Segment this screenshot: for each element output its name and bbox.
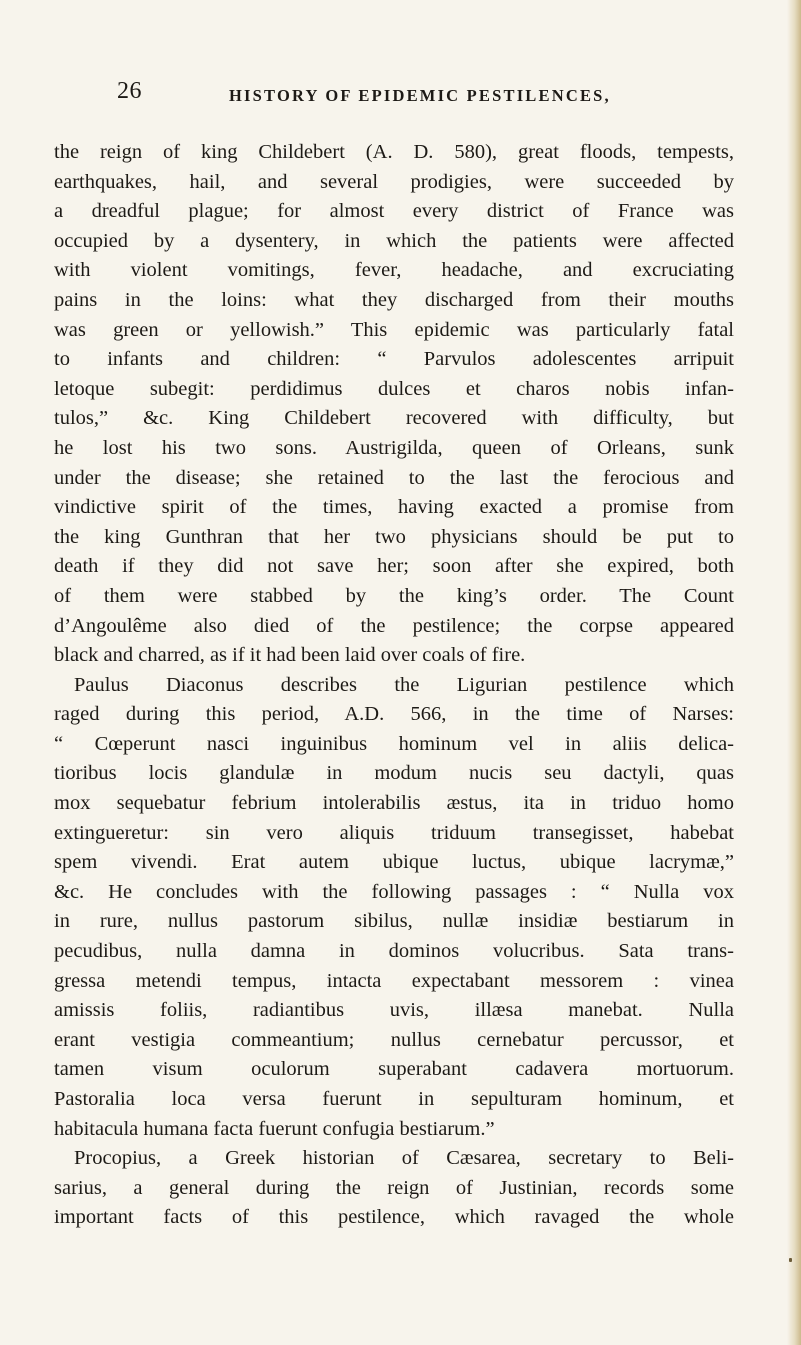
body-text: [54, 138, 734, 1233]
text-line: black and charred, as if it had been laid over coals of fire.: [54, 644, 526, 667]
text-line: letoque subegit: perdidimus dulces et charos nobis infan-: [54, 377, 734, 400]
text-line: habitacula humana facta fuerunt confugia bestiarum.”: [54, 1117, 495, 1140]
text-line: the king Gunthran that her two physicians should be put to: [54, 525, 734, 548]
text-line: spem vivendi. Erat autem ubique luctus, ubique lacrymæ,”: [54, 851, 734, 874]
text-line: tulos,” &c. King Childebert recovered with difficulty, but: [54, 407, 734, 430]
page-header: [117, 78, 677, 108]
text-line: death if they did not save her; soon after she expired, both: [54, 555, 734, 578]
text-line: sarius, a general during the reign of Justinian, records some: [54, 1176, 734, 1199]
text-line: occupied by a dysentery, in which the patients were affected: [54, 229, 734, 252]
text-line: the reign of king Childebert (A. D. 580), great floods, tempests,: [54, 141, 734, 163]
text-line: of them were stabbed by the king’s order. The Count: [54, 584, 734, 607]
running-head: HISTORY OF EPIDEMIC PESTILENCES,: [229, 86, 611, 105]
text-line: tioribus locis glandulæ in modum nucis seu dactyli, quas: [54, 762, 734, 785]
text-line: amissis foliis, radiantibus uvis, illæsa manebat. Nulla: [54, 999, 734, 1022]
text-line: “ Cœperunt nasci inguinibus hominum vel in aliis delica-: [54, 732, 734, 755]
text-line: mox sequebatur febrium intolerabilis æstus, ita in triduo homo: [54, 792, 734, 815]
text-line: pains in the loins: what they discharged from their mouths: [54, 288, 734, 311]
text-line: &c. He concludes with the following passages : “ Nulla vox: [54, 880, 734, 903]
text-line: was green or yellowish.” This epidemic was particularly fatal: [54, 318, 734, 341]
text-line: pecudibus, nulla damna in dominos volucribus. Sata trans-: [54, 940, 734, 963]
text-line: d’Angoulême also died of the pestilence; the corpse appeared: [54, 614, 734, 637]
text-line: vindictive spirit of the times, having exacted a promise from: [54, 496, 734, 519]
text-line: Procopius, a Greek historian of Cæsarea, secretary to Beli-: [74, 1147, 734, 1170]
text-line: to infants and children: “ Parvulos adolescentes arripuit: [54, 348, 734, 371]
text-line: Paulus Diaconus describes the Ligurian pestilence which: [74, 673, 734, 696]
text-line: with violent vomitings, fever, headache, and excruciating: [54, 259, 734, 282]
paper-speck: [789, 1258, 792, 1262]
text-line: gressa metendi tempus, intacta expectabant messorem : vinea: [54, 969, 734, 992]
text-line: tamen visum oculorum superabant cadavera mortuorum.: [54, 1058, 734, 1081]
text-line: earthquakes, hail, and several prodigies, were succeeded by: [54, 170, 734, 193]
page-number: 26: [117, 78, 142, 104]
text-line: raged during this period, A.D. 566, in the time of Narses:: [54, 703, 734, 726]
text-line: under the disease; she retained to the last the ferocious and: [54, 466, 734, 489]
text-line: in rure, nullus pastorum sibilus, nullæ insidiæ bestiarum in: [54, 910, 734, 933]
text-line: erant vestigia commeantium; nullus cernebatur percussor, et: [54, 1028, 734, 1051]
text-line: extingueretur: sin vero aliquis triduum transegisset, habebat: [54, 821, 734, 844]
text-line: Pastoralia loca versa fuerunt in sepulturam hominum, et: [54, 1088, 734, 1110]
page-edge-shadow: [787, 0, 801, 1345]
text-line: important facts of this pestilence, which ravaged the whole: [54, 1206, 734, 1229]
text-line: he lost his two sons. Austrigilda, queen of Orleans, sunk: [54, 436, 734, 459]
text-line: a dreadful plague; for almost every district of France was: [54, 200, 734, 223]
